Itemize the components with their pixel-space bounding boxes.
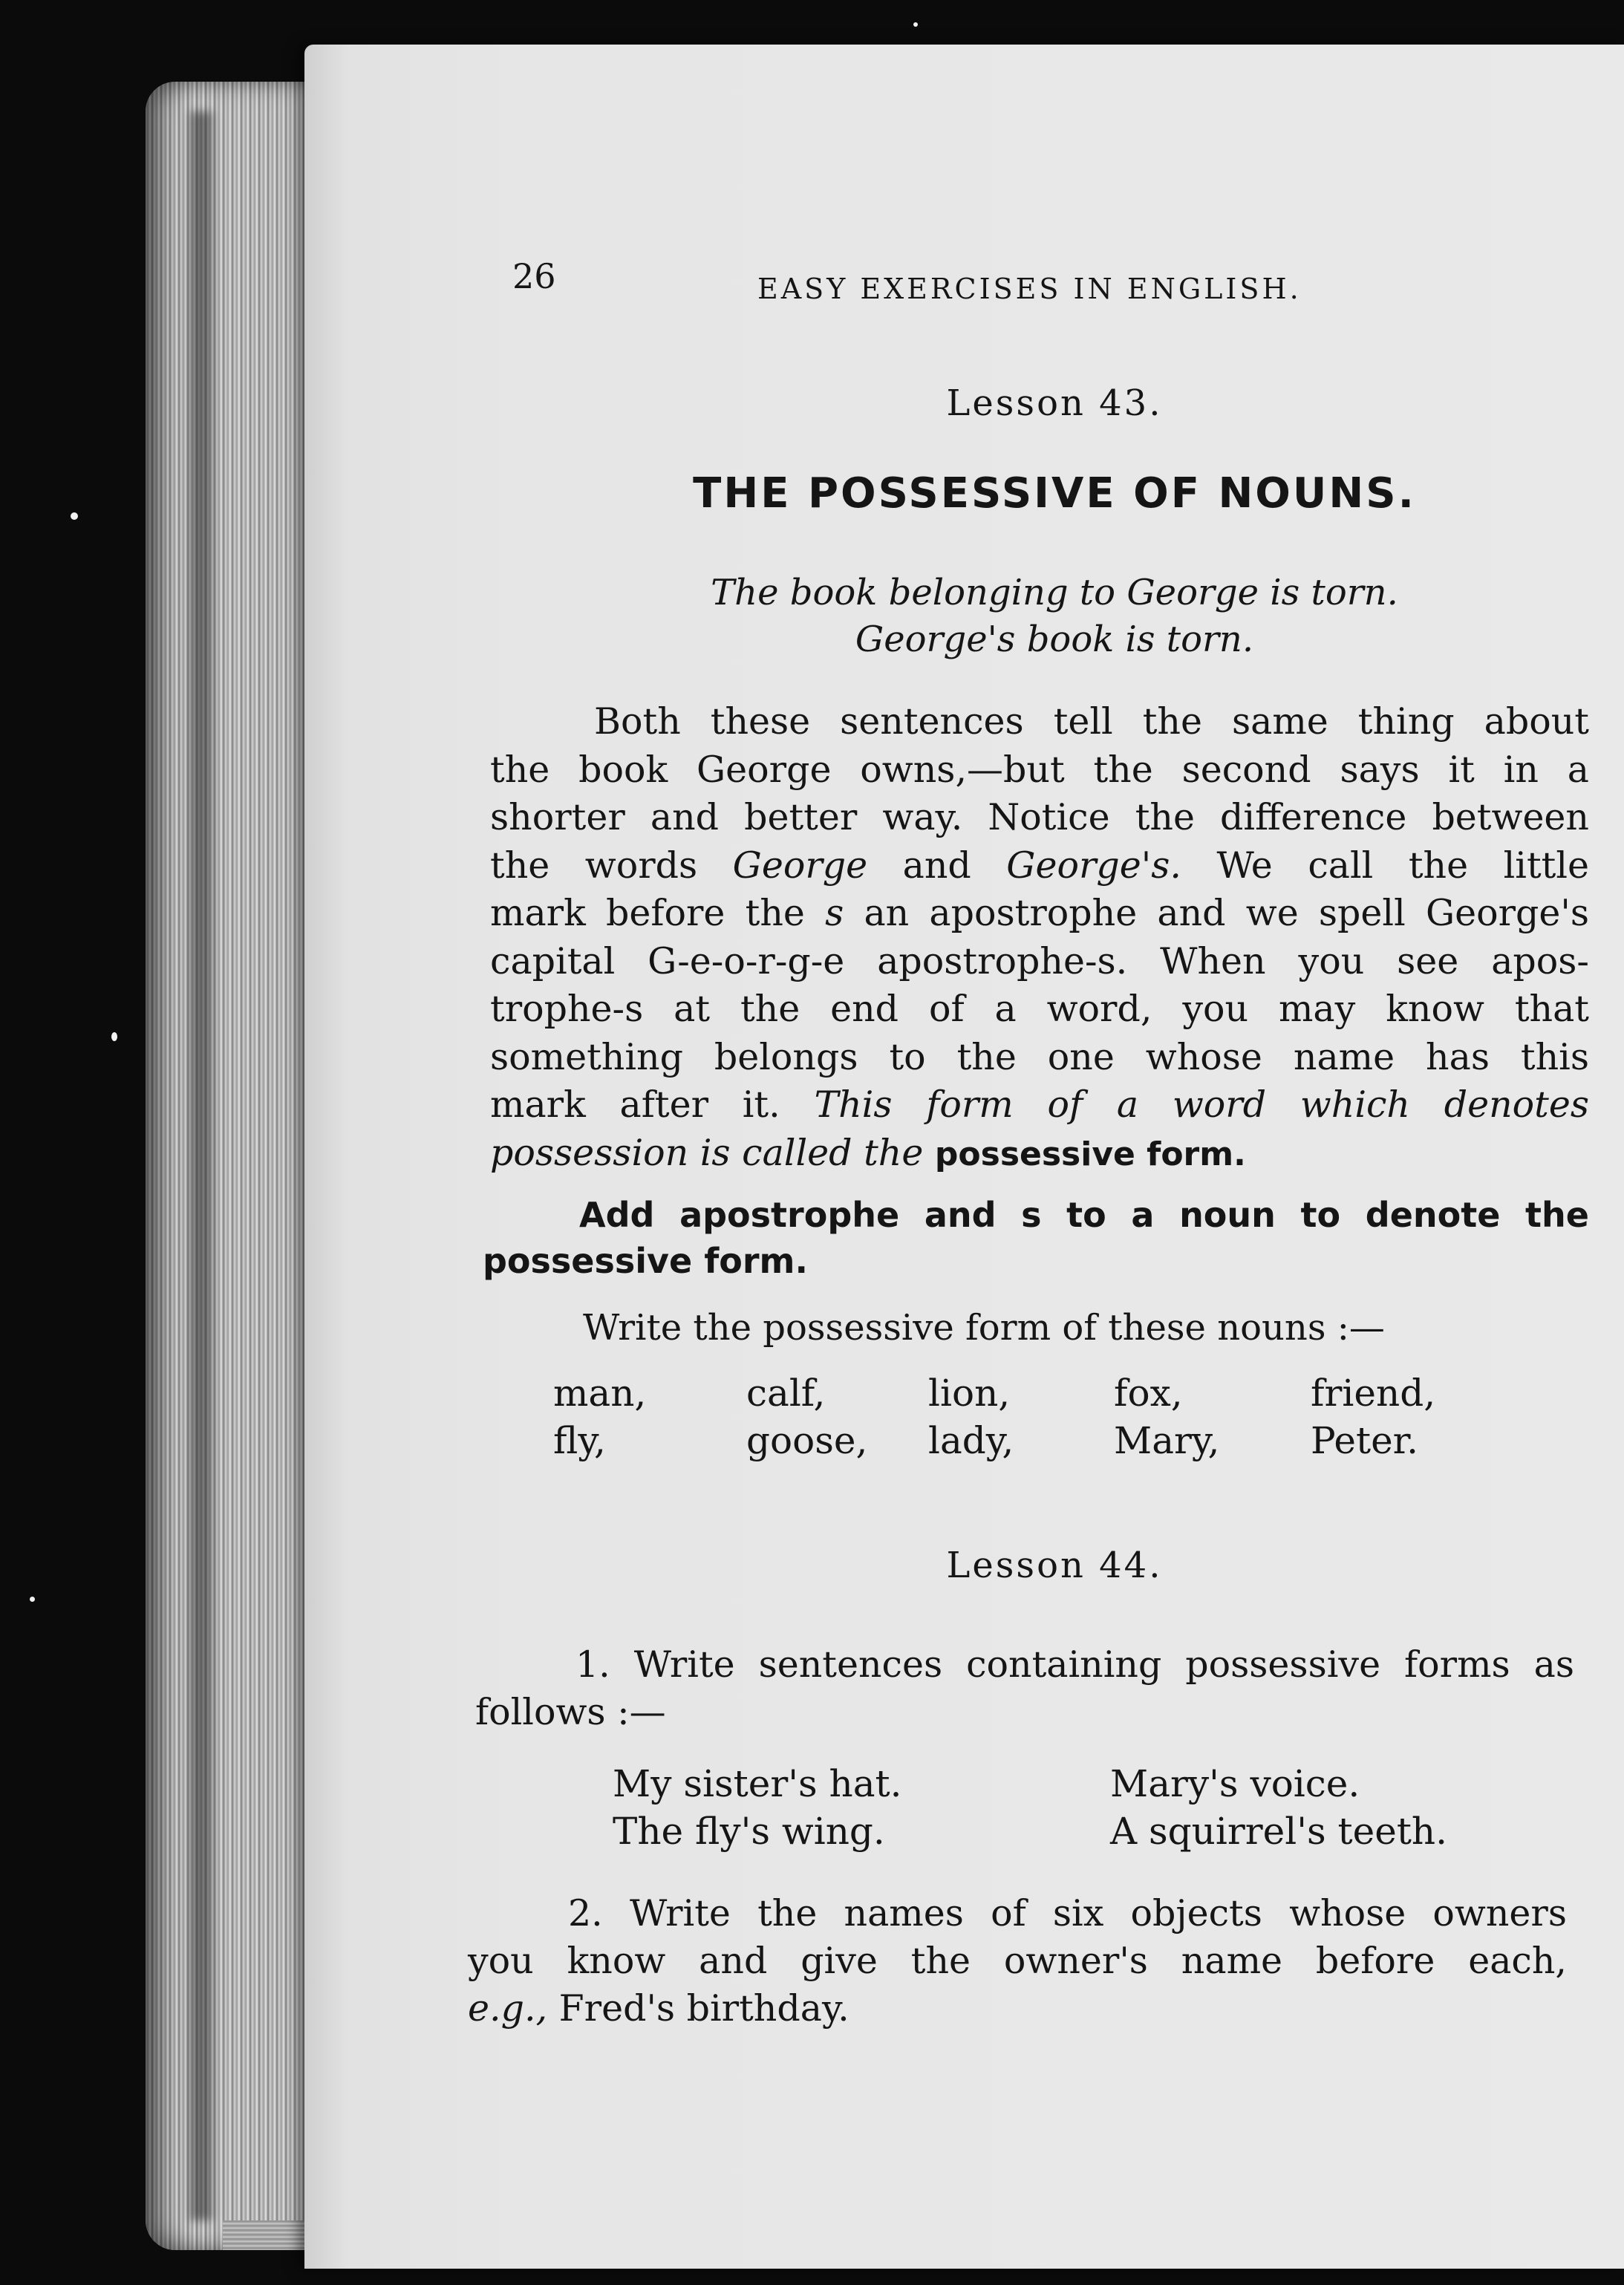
paragraph-line xyxy=(490,890,1589,938)
paragraph-line xyxy=(490,1081,1589,1130)
noun-item: lion, xyxy=(928,1372,1011,1415)
sentence-item: Mary's voice. xyxy=(1110,1762,1360,1805)
paragraph-line: something belongs to the one whose name has this xyxy=(490,1035,1589,1078)
exercise-1 xyxy=(475,1641,1574,1736)
noun-list xyxy=(553,1370,1481,1464)
rule-line: possessive form. xyxy=(483,1241,808,1281)
italic-word: George xyxy=(732,844,868,887)
paragraph-line xyxy=(490,1130,1589,1178)
exercise-line: follows :— xyxy=(475,1691,666,1733)
paragraph-line: Both these sentences tell the same thing about xyxy=(594,700,1589,743)
text-run: the words xyxy=(490,844,733,887)
exercise-line xyxy=(468,1985,1567,2033)
italic-phrase: This form of a word which denotes xyxy=(814,1083,1589,1126)
text-run: Fred's birthday. xyxy=(547,1987,849,2030)
paragraph-line: the book George owns,—but the second says it in a xyxy=(490,748,1589,791)
sentence-item: The fly's wing. xyxy=(613,1810,885,1853)
lesson-44-heading: Lesson 44. xyxy=(946,1545,1163,1586)
italic-phrase: possession is called the xyxy=(490,1131,935,1174)
text-run: mark after it. xyxy=(490,1083,815,1126)
paragraph-line: shorter and better way. Notice the difference between xyxy=(490,796,1589,838)
paragraph-line: capital G-e-o-r-g-e apostrophe-s. When you see apos- xyxy=(490,939,1589,982)
exercise-line: 1. Write sentences containing possessive forms as xyxy=(575,1643,1574,1686)
example-sentence-1: The book belonging to George is torn. xyxy=(711,572,1398,613)
scan-speck xyxy=(71,512,78,520)
text-run: We call the little xyxy=(1181,844,1590,887)
text-run: mark before the xyxy=(490,892,826,934)
noun-item: lady, xyxy=(928,1419,1014,1462)
sentence-item: My sister's hat. xyxy=(613,1762,902,1805)
page-number: 26 xyxy=(512,256,556,296)
italic-word: George's. xyxy=(1006,844,1181,887)
bold-term: possessive form. xyxy=(934,1135,1246,1173)
scan-speck xyxy=(913,22,918,27)
noun-item: friend, xyxy=(1311,1372,1436,1415)
explanation-paragraph xyxy=(490,698,1589,1177)
exercise-2 xyxy=(468,1890,1567,2033)
noun-item: fox, xyxy=(1114,1372,1183,1415)
noun-item: Peter. xyxy=(1311,1419,1418,1462)
running-title: EASY EXERCISES IN ENGLISH. xyxy=(757,273,1302,305)
exercise-line: 2. Write the names of six objects whose owners xyxy=(568,1892,1567,1934)
scan-speck xyxy=(30,1597,35,1602)
paragraph-line: trophe-s at the end of a word, you may know that xyxy=(490,988,1589,1030)
sentence-item: A squirrel's teeth. xyxy=(1110,1810,1448,1853)
noun-item: man, xyxy=(553,1372,647,1415)
noun-item: goose, xyxy=(746,1419,868,1462)
italic-word: s xyxy=(825,892,844,934)
text-run: and xyxy=(867,844,1007,887)
exercise-instruction: Write the possessive form of these nouns :— xyxy=(583,1307,1385,1349)
scan-speck xyxy=(111,1032,117,1041)
lesson-43-heading: Lesson 43. xyxy=(946,382,1163,424)
noun-item: fly, xyxy=(553,1419,606,1462)
text-run: an apostrophe and we spell George's xyxy=(844,892,1589,934)
rule-statement xyxy=(483,1192,1589,1284)
noun-item: Mary, xyxy=(1114,1419,1220,1462)
rule-line: Add apostrophe and s to a noun to denote the xyxy=(579,1195,1589,1235)
paragraph-line xyxy=(490,842,1589,890)
exercise-line: you know and give the owner's name before each, xyxy=(468,1940,1567,1982)
book-page-edges xyxy=(146,82,331,2250)
sentence-examples xyxy=(613,1760,1504,1855)
italic-abbrev: e.g., xyxy=(468,1987,548,2030)
example-sentence-2: George's book is torn. xyxy=(855,619,1254,660)
section-title: THE POSSESSIVE OF NOUNS. xyxy=(693,469,1416,518)
noun-item: calf, xyxy=(746,1372,826,1415)
